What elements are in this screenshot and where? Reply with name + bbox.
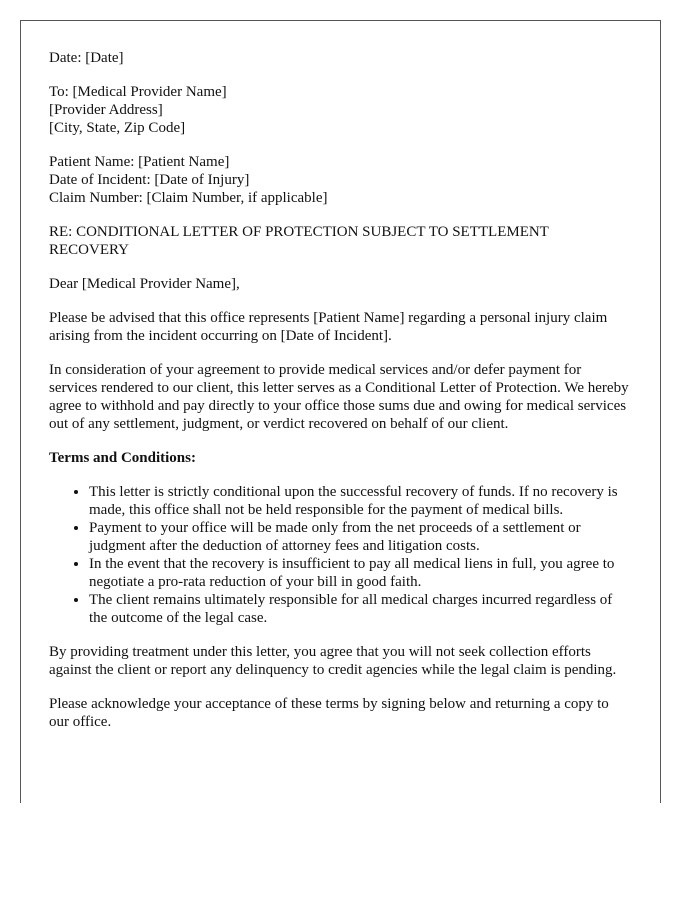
terms-list — [49, 483, 632, 627]
list-item: • The client remains ultimately responsible for all medical charges incurred regardless of the outcome of the legal case. — [89, 591, 632, 627]
salutation: Dear [Medical Provider Name], — [49, 276, 240, 292]
date-of-incident: Date of Incident: [Date of Injury] — [49, 172, 250, 188]
letter-page — [20, 20, 661, 803]
claim-number: Claim Number: [Claim Number, if applicable] — [49, 190, 328, 206]
terms-heading-text: Terms and Conditions: — [49, 450, 196, 466]
terms-heading — [49, 449, 632, 467]
re-line: RE: CONDITIONAL LETTER OF PROTECTION SUBJECT TO SETTLEMENT RECOVERY — [49, 224, 549, 258]
date-line: Date: [Date] — [49, 50, 124, 66]
recipient-name: To: [Medical Provider Name] — [49, 84, 227, 100]
recipient-block — [49, 83, 632, 137]
list-item: • This letter is strictly conditional upon the successful recovery of funds. If no recovery is made, this office shall not be held responsible for the payment of medical bills. — [89, 483, 632, 519]
list-item: • In the event that the recovery is insufficient to pay all medical liens in full, you agree to negotiate a pro-rata reduction of your bill in good faith. — [89, 555, 632, 591]
recipient-address: [Provider Address] — [49, 102, 163, 118]
list-item: • Payment to your office will be made only from the net proceeds of a settlement or judgment after the deduction of attorney fees and litigation costs. — [89, 519, 632, 555]
patient-name: Patient Name: [Patient Name] — [49, 154, 230, 170]
paragraph-representation: Please be advised that this office represents [Patient Name] regarding a personal injury claim arising from the incident occurring on [Date of Incident]. — [49, 310, 608, 344]
paragraph-consideration: In consideration of your agreement to provide medical services and/or defer payment for services rendered to our client, this letter serves as a Conditional Letter of Protection. We hereby agree to withhold and pay directly to your office those sums due and owing for medical services out of any settlement, judgment, or verdict recovered on behalf of our client. — [49, 362, 629, 432]
recipient-city: [City, State, Zip Code] — [49, 120, 186, 136]
paragraph-collection: By providing treatment under this letter, you agree that you will not seek collection efforts against the client or report any delinquency to credit agencies while the legal claim is pending. — [49, 644, 617, 678]
patient-block — [49, 153, 632, 207]
paragraph-acknowledge: Please acknowledge your acceptance of these terms by signing below and returning a copy to our office. — [49, 696, 609, 730]
